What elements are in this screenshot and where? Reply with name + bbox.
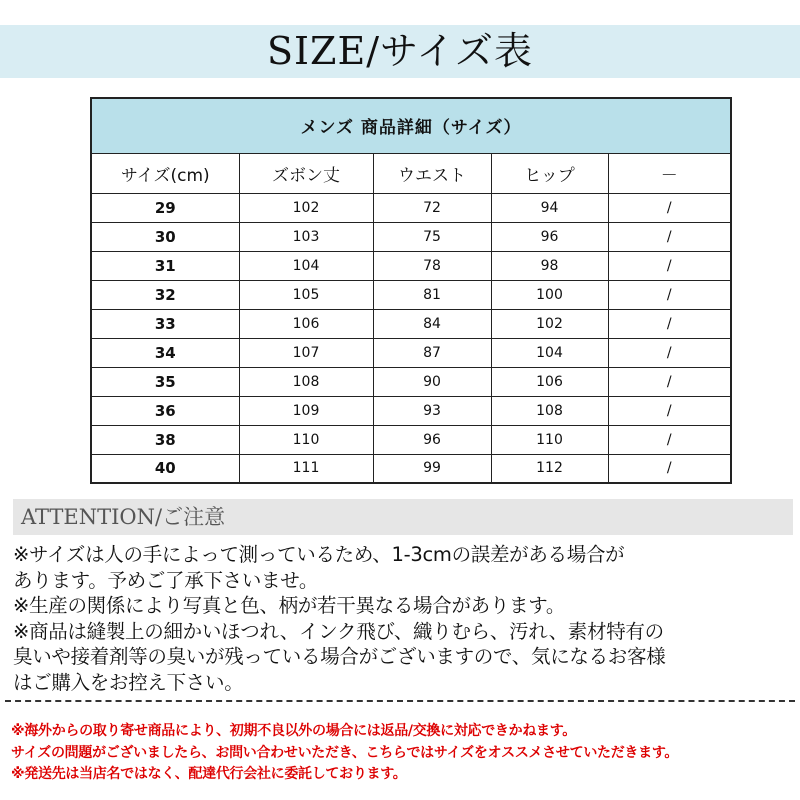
header-waist: ウエスト xyxy=(373,153,491,193)
note-line: 臭いや接着剤等の臭いが残っている場合がございますので、気になるお客様 xyxy=(13,645,666,668)
waist-cell: 72 xyxy=(373,193,491,222)
length-cell: 104 xyxy=(239,251,373,280)
blank-cell: / xyxy=(608,222,731,251)
attention-notes xyxy=(13,542,800,695)
length-cell: 110 xyxy=(239,425,373,454)
waist-cell: 84 xyxy=(373,309,491,338)
size-cell: 30 xyxy=(91,222,239,251)
note-line: ※生産の関係により写真と色、柄が若干異なる場合があります。 xyxy=(13,594,566,617)
attention-heading-bar xyxy=(13,499,793,535)
note-line: あります。予めご了承下さいませ。 xyxy=(13,568,319,592)
hip-cell: 100 xyxy=(491,280,608,309)
header-length: ズボン丈 xyxy=(239,153,373,193)
table-row xyxy=(91,309,731,338)
hip-cell: 94 xyxy=(491,193,608,222)
length-cell: 111 xyxy=(239,454,373,483)
header-hip: ヒップ xyxy=(491,153,608,193)
size-cell: 36 xyxy=(91,396,239,425)
attention-heading: ATTENTION/ご注意 xyxy=(21,505,226,529)
hip-cell: 96 xyxy=(491,222,608,251)
note-line: ※商品は縫製上の細かいほつれ、インク飛び、織りむら、汚れ、素材特有の xyxy=(13,619,664,643)
length-cell: 108 xyxy=(239,367,373,396)
length-cell: 102 xyxy=(239,193,373,222)
waist-cell: 99 xyxy=(373,454,491,483)
hip-cell: 98 xyxy=(491,251,608,280)
table-row xyxy=(91,338,731,367)
hip-cell: 112 xyxy=(491,454,608,483)
size-table xyxy=(90,97,732,484)
red-note: サイズの問題がございましたら、お問い合わせいただき、こちらではサイズをオススメさせていただきます。 xyxy=(11,744,679,761)
blank-cell: / xyxy=(608,454,731,483)
table-row xyxy=(91,367,731,396)
length-cell: 103 xyxy=(239,222,373,251)
blank-cell: / xyxy=(608,251,731,280)
note-line: ※サイズは人の手によって測っているため、1-3cmの誤差がある場合が xyxy=(13,543,625,566)
dashed-divider xyxy=(5,700,795,702)
waist-cell: 93 xyxy=(373,396,491,425)
size-cell: 38 xyxy=(91,425,239,454)
size-cell: 33 xyxy=(91,309,239,338)
length-cell: 105 xyxy=(239,280,373,309)
table-row xyxy=(91,251,731,280)
header-size: サイズ(cm) xyxy=(91,153,239,193)
table-row xyxy=(91,280,731,309)
table-row xyxy=(91,396,731,425)
blank-cell: / xyxy=(608,425,731,454)
waist-cell: 78 xyxy=(373,251,491,280)
blank-cell: / xyxy=(608,396,731,425)
size-cell: 40 xyxy=(91,454,239,483)
page-title: SIZE/サイズ表 xyxy=(267,29,533,73)
blank-cell: / xyxy=(608,193,731,222)
length-cell: 106 xyxy=(239,309,373,338)
hip-cell: 110 xyxy=(491,425,608,454)
table-row xyxy=(91,425,731,454)
length-cell: 107 xyxy=(239,338,373,367)
waist-cell: 87 xyxy=(373,338,491,367)
size-cell: 34 xyxy=(91,338,239,367)
blank-cell: / xyxy=(608,338,731,367)
table-row xyxy=(91,454,731,483)
waist-cell: 90 xyxy=(373,367,491,396)
hip-cell: 104 xyxy=(491,338,608,367)
table-row xyxy=(91,193,731,222)
waist-cell: 81 xyxy=(373,280,491,309)
blank-cell: / xyxy=(608,367,731,396)
size-cell: 31 xyxy=(91,251,239,280)
blank-cell: / xyxy=(608,309,731,338)
waist-cell: 96 xyxy=(373,425,491,454)
hip-cell: 102 xyxy=(491,309,608,338)
red-note: ※発送先は当店名ではなく、配達代行会社に委託しております。 xyxy=(11,766,407,782)
size-cell: 29 xyxy=(91,193,239,222)
header-blank: － xyxy=(608,153,731,193)
hip-cell: 108 xyxy=(491,396,608,425)
table-header-row xyxy=(91,153,731,193)
title-banner xyxy=(0,25,800,78)
hip-cell: 106 xyxy=(491,367,608,396)
length-cell: 109 xyxy=(239,396,373,425)
note-line: はご購入をお控え下さい。 xyxy=(13,670,244,694)
waist-cell: 75 xyxy=(373,222,491,251)
size-cell: 35 xyxy=(91,367,239,396)
size-cell: 32 xyxy=(91,280,239,309)
table-caption: メンズ 商品詳細（サイズ） xyxy=(91,98,731,153)
red-note: ※海外からの取り寄せ商品により、初期不良以外の場合には返品/交換に対応できかねます。 xyxy=(11,723,577,739)
table-row xyxy=(91,222,731,251)
blank-cell: / xyxy=(608,280,731,309)
shipping-notes xyxy=(11,721,800,786)
